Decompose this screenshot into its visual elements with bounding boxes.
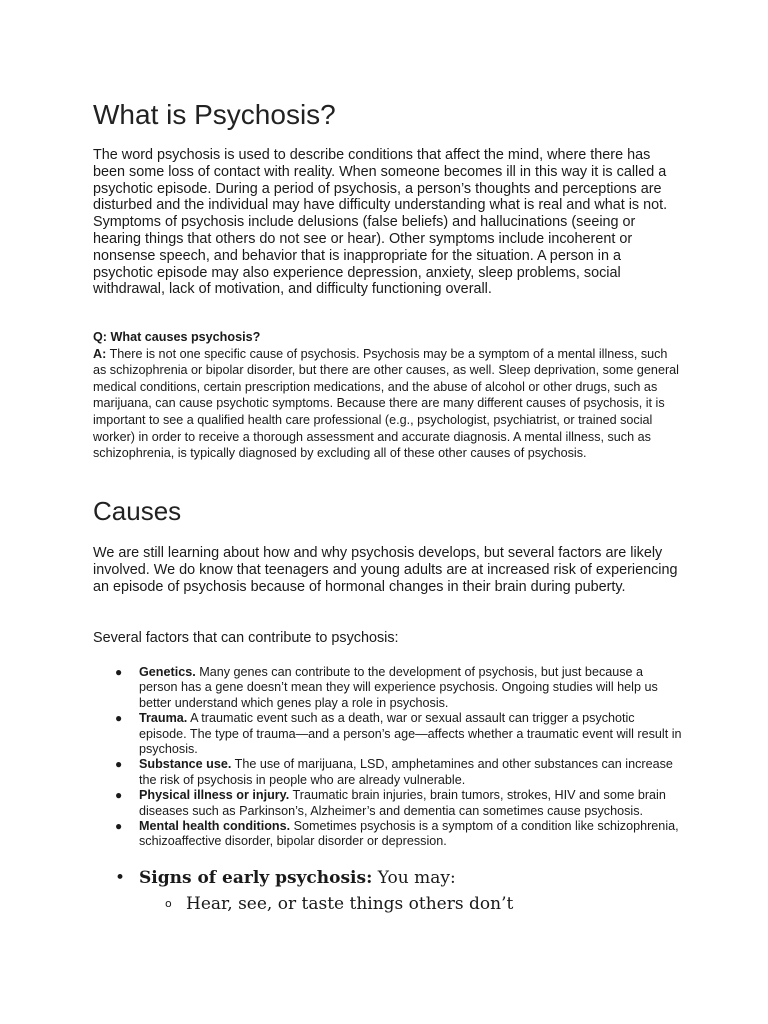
list-item: [93, 819, 683, 850]
factor-term: Trauma.: [139, 711, 188, 726]
intro-paragraph: The word psychosis is used to describe conditions that affect the mind, where there has been some loss of contact with reality. When someone becomes ill in this way it is called a psychotic episode. During a period of psychosis, a person’s thoughts and perceptions are disturbed and the individual may have difficulty understanding what is real and what is not. Symptoms of psychosis include delusions (false beliefs) and hallucinations (seeing or hearing things that others do not see or hear). Other symptoms include incoherent or nonsense speech, and behavior that is inappropriate for the situation. A person in a psychotic episode may also experience depression, anxiety, sleep problems, social withdrawal, lack of motivation, and difficulty functioning overall.: [93, 147, 668, 298]
page-title: What is Psychosis?: [93, 99, 336, 130]
qa-question: Q: What causes psychosis?: [93, 330, 261, 344]
factor-text: The use of marijuana, LSD, amphetamines and other substances can increase the risk of psychosis in people who are already vulnerable.: [139, 757, 673, 787]
list-item: [93, 788, 683, 819]
factor-text: Traumatic brain injuries, brain tumors, strokes, HIV and some brain diseases such as Parkinson’s, Alzheimer’s and dementia can sometimes cause psychosis.: [139, 788, 666, 818]
factors-list: [93, 665, 683, 850]
sub-item-text: Hear, see, or taste things others don’t: [186, 894, 514, 914]
sub-list-item: [93, 892, 693, 916]
causes-intro: We are still learning about how and why psychosis develops, but several factors are likely involved. We do know that teenagers and young adults are at increased risk of experiencing an episode of psychosis because of hormonal changes in their brain during puberty.: [93, 545, 678, 595]
bullet-icon: •: [115, 868, 126, 888]
factors-intro: Several factors that can contribute to psychosis:: [93, 630, 399, 646]
bullet-icon: ●: [115, 665, 123, 679]
list-item: [93, 866, 693, 890]
signs-term: Signs of early psychosis:: [139, 868, 373, 888]
causes-heading: Causes: [93, 496, 182, 526]
factor-term: Physical illness or injury.: [139, 788, 290, 803]
bullet-icon: ●: [115, 788, 123, 803]
bullet-icon: ●: [115, 711, 123, 726]
qa-block: [93, 329, 683, 462]
factor-term: Mental health conditions.: [139, 819, 291, 834]
bullet-icon: ●: [115, 819, 123, 834]
factor-term: Substance use.: [139, 757, 232, 772]
qa-answer-label: A:: [93, 346, 107, 361]
bullet-icon: ●: [115, 757, 123, 772]
factor-term: Genetics.: [139, 665, 196, 679]
factor-text: A traumatic event such as a death, war or sexual assault can trigger a psychotic episode. The type of trauma—and a person’s age—affects whether a traumatic event will result in psychosis.: [139, 711, 682, 757]
list-item: [93, 711, 683, 757]
factor-text: Sometimes psychosis is a symptom of a condition like schizophrenia, schizoaffective disorder, bipolar disorder or depression.: [139, 819, 679, 849]
circle-bullet-icon: o: [165, 897, 172, 910]
qa-answer: There is not one specific cause of psychosis. Psychosis may be a symptom of a mental illness, such as schizophrenia or bipolar disorder, but there are other causes, as well. Sleep deprivation, some general medical conditions, certain prescription medications, and the abuse of alcohol or other drugs, such as marijuana, can cause psychotic symptoms. Because there are many different causes of psychosis, it is important to see a qualified health care professional (e.g., psychologist, psychiatrist, or trained social worker) in order to receive a thorough assessment and accurate diagnosis. A mental illness, such as schizophrenia, is typically diagnosed by excluding all of these other causes of psychosis.: [93, 346, 679, 461]
signs-text: You may:: [372, 868, 456, 888]
signs-section: [93, 866, 693, 916]
list-item: [93, 665, 683, 711]
factor-text: Many genes can contribute to the development of psychosis, but just because a person has a gene doesn’t mean they will experience psychosis. Ongoing studies will help us better understand which genes play a role in psychosis.: [139, 665, 658, 710]
list-item: [93, 757, 683, 788]
